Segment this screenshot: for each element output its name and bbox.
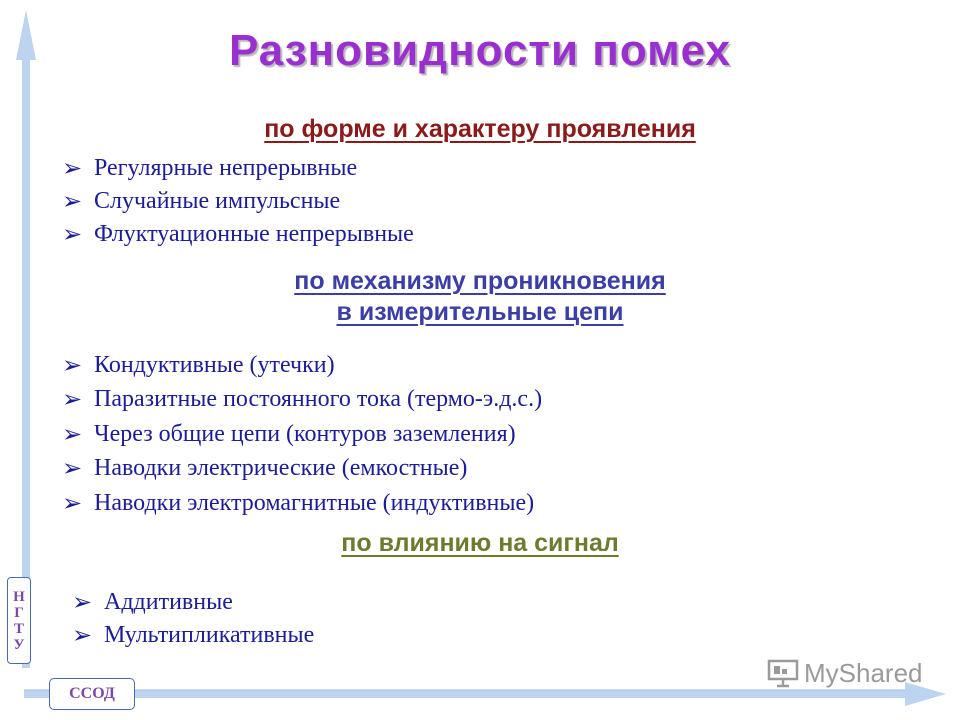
list-item: ➢ Через общие цепи (контуров заземления) [62,420,516,448]
section-heading-line1: по механизму проникновения [294,267,666,295]
section-heading-mechanism [0,266,960,328]
list-item: ➢ Наводки электромагнитные (индуктивные) [62,489,535,517]
list-form [62,152,414,251]
watermark [766,655,923,691]
page-title: Разновидности помех [228,26,732,75]
list-item: ➢ Паразитные постоянного тока (термо-э.д.с.) [62,386,543,414]
list-item: ➢ Регулярные непрерывные [62,155,358,182]
arrow-bullet-icon: ➢ [72,623,93,649]
list-item: ➢ Кондуктивные (утечки) [62,351,335,379]
list-item: ➢ Наводки электрические (емкостные) [62,455,468,483]
list-item: ➢ Флуктуационные непрерывные [62,221,414,248]
presentation-board-icon [766,658,800,688]
vertical-arrow-icon [13,10,36,668]
list-item: ➢ Аддитивные [72,589,233,616]
list-mechanism [62,348,542,521]
arrow-bullet-icon: ➢ [62,189,83,215]
arrow-bullet-icon: ➢ [62,156,83,182]
horizontal-badge: ССОД [49,678,135,710]
list-item: ➢ Мультипликативные [72,622,315,649]
arrow-bullet-icon: ➢ [62,490,83,517]
badge-letter: У [13,636,25,653]
watermark-text: MyShared [804,657,923,688]
section-heading-text: по форме и характеру проявления [264,115,696,143]
arrow-bullet-icon: ➢ [62,421,83,448]
section-heading-form [0,114,960,145]
badge-letter: Г [14,604,24,621]
list-influence [72,586,314,652]
arrow-bullet-icon: ➢ [72,590,93,616]
badge-letter: Н [13,588,25,605]
list-item: ➢ Случайные импульсные [62,188,341,215]
badge-letter: Т [13,620,24,637]
section-heading-text: по влиянию на сигнал [341,529,619,557]
section-heading-line2: в измерительные цепи [336,298,624,326]
arrow-bullet-icon: ➢ [62,387,83,414]
arrow-bullet-icon: ➢ [62,456,83,483]
vertical-badge [7,577,31,664]
section-heading-influence [0,528,960,559]
arrow-bullet-icon: ➢ [62,222,83,248]
arrow-bullet-icon: ➢ [62,352,83,379]
